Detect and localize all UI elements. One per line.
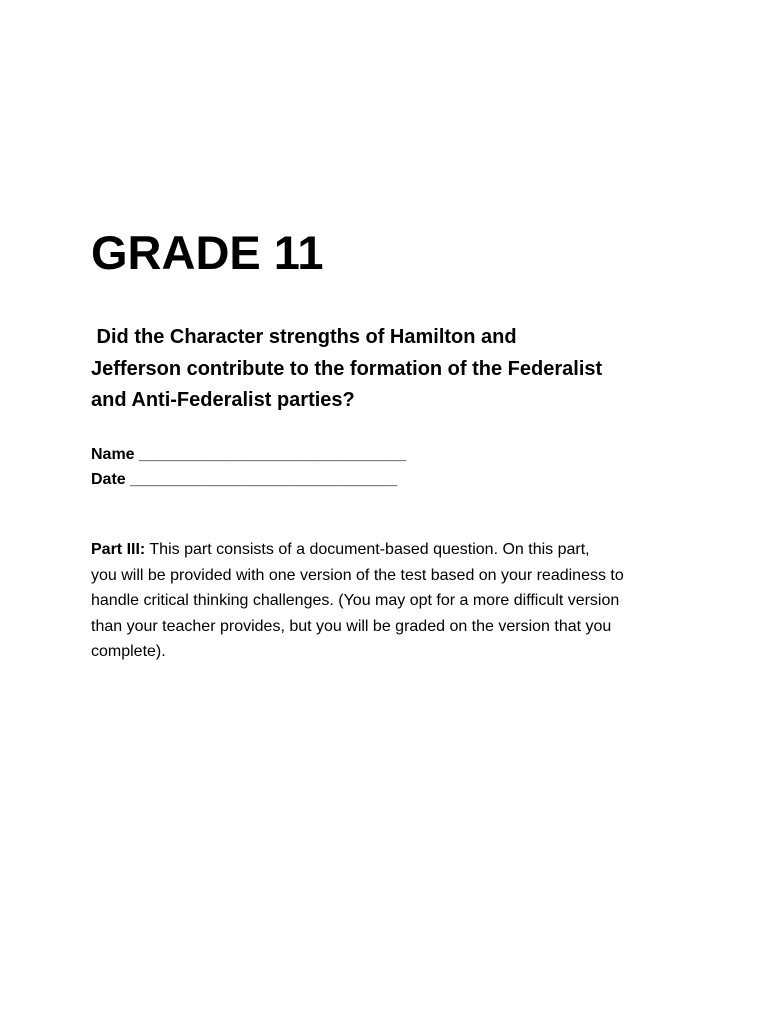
part-instructions-line: than your teacher provides, but you will be graded on the version that you <box>91 617 612 635</box>
essay-question <box>91 322 691 417</box>
name-blank-line[interactable]: ______________________________ <box>139 446 406 463</box>
part-instructions-line <box>91 537 711 563</box>
question-line: Did the Character strengths of Hamilton and <box>91 326 517 348</box>
part-instructions-line: handle critical thinking challenges. (You may opt for a more difficult version <box>91 592 620 609</box>
date-label: Date <box>91 471 126 488</box>
part-label: Part III: <box>91 541 146 558</box>
part-instructions-line: complete). <box>91 643 166 660</box>
date-blank-line[interactable]: ______________________________ <box>130 471 398 488</box>
part-first-line-text: This part consists of a document-based question. On this part, <box>149 541 590 558</box>
question-line: Jefferson contribute to the formation of the Federalist <box>91 357 603 380</box>
student-info-fields <box>91 442 406 492</box>
name-field[interactable] <box>91 442 406 467</box>
date-field[interactable] <box>91 467 406 492</box>
page-title: GRADE 11 <box>91 226 324 279</box>
part-instructions <box>91 537 711 665</box>
question-line: and Anti-Federalist parties? <box>91 389 355 411</box>
name-label: Name <box>91 446 135 463</box>
part-instructions-line: you will be provided with one version of the test based on your readiness to <box>91 566 624 584</box>
